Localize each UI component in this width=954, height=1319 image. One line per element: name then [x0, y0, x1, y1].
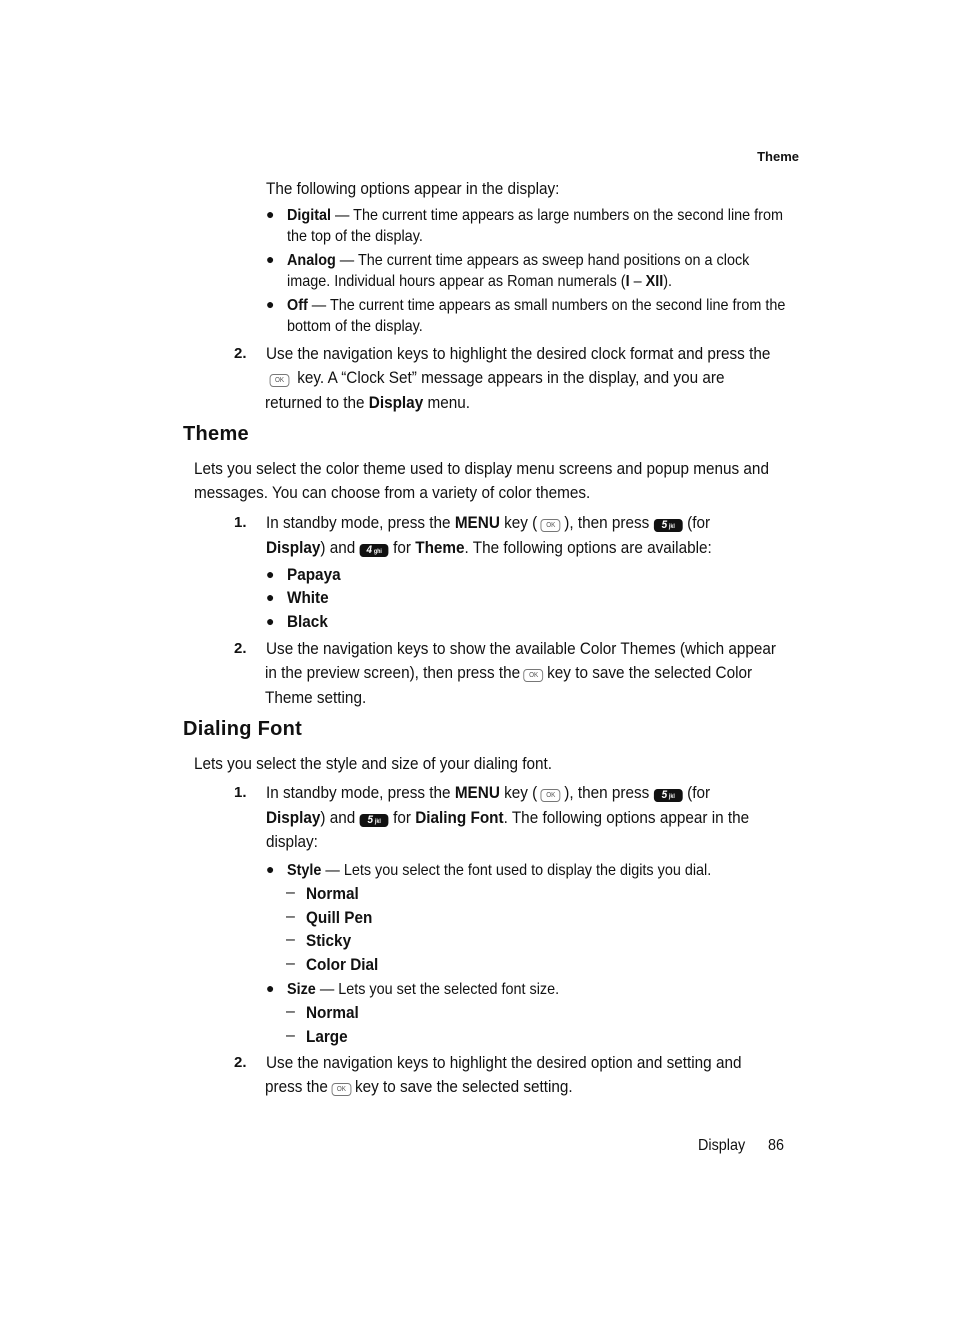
bullet: ● [266, 589, 275, 605]
font-step2-line1: Use the navigation keys to highlight the desired option and setting and [266, 1053, 742, 1072]
key-5-icon: 5 jkl [654, 789, 683, 802]
step-number: 1. [234, 514, 247, 531]
theme-desc-line2: messages. You can choose from a variety of color themes. [194, 483, 591, 502]
font-step1-line1: In standby mode, press the MENU key ( OK ), then press 5 jkl (for [266, 783, 711, 802]
step-number: 2. [234, 640, 247, 657]
key-5-icon: 5 jkl [654, 519, 683, 532]
bullet: ● [266, 206, 275, 222]
theme-step1-line2: Display) and 4 ghi for Theme. The following options are available: [266, 538, 712, 557]
bullet: ● [266, 980, 275, 996]
bullet: ● [266, 861, 275, 877]
running-header: Theme [757, 149, 799, 164]
size-option: Size — Lets you set the selected font size. [287, 981, 560, 998]
dialing-font-desc: Lets you select the style and size of your dialing font. [194, 754, 553, 773]
page-number: 86 [768, 1137, 785, 1154]
step-number: 1. [234, 784, 247, 801]
ok-key-icon: OK [541, 519, 561, 532]
ok-key-icon: OK [270, 374, 290, 387]
option-digital-cont: the top of the display. [287, 228, 423, 245]
step-number: 2. [234, 345, 247, 362]
clock-step2-line3: returned to the Display menu. [265, 393, 471, 412]
bullet: ● [266, 251, 275, 267]
style-value: Color Dial [306, 955, 379, 974]
dash: – [286, 955, 295, 972]
option-digital: Digital — The current time appears as large numbers on the second line from [287, 207, 783, 224]
theme-option: Papaya [287, 565, 341, 584]
theme-option: Black [287, 612, 328, 631]
option-off: Off — The current time appears as small numbers on the second line from the [287, 297, 786, 314]
font-step2-line2: press the OK key to save the selected setting. [265, 1077, 573, 1096]
theme-step2-line3: Theme setting. [265, 688, 367, 707]
key-4-icon: 4 ghi [360, 544, 389, 557]
size-value: Large [306, 1027, 348, 1046]
theme-desc-line1: Lets you select the color theme used to display menu screens and popup menus and [194, 459, 769, 478]
dash: – [286, 1027, 295, 1044]
bullet: ● [266, 613, 275, 629]
dash: – [286, 884, 295, 901]
key-5-icon: 5 jkl [360, 814, 389, 827]
ok-key-icon: OK [332, 1083, 352, 1096]
theme-option: White [287, 588, 329, 607]
bullet: ● [266, 296, 275, 312]
theme-step1-line1: In standby mode, press the MENU key ( OK ), then press 5 jkl (for [266, 513, 711, 532]
intro-text: The following options appear in the display: [266, 179, 560, 198]
style-value: Quill Pen [306, 908, 373, 927]
clock-step2-line2: OK key. A “Clock Set” message appears in the display, and you are [266, 366, 724, 390]
bullet: ● [266, 566, 275, 582]
size-value: Normal [306, 1003, 359, 1022]
clock-step2-line1: Use the navigation keys to highlight the desired clock format and press the [266, 344, 771, 363]
font-step1-line2: Display) and 5 jkl for Dialing Font. The following options appear in the [266, 808, 750, 827]
style-option: Style — Lets you select the font used to display the digits you dial. [287, 862, 712, 879]
dash: – [286, 931, 295, 948]
style-value: Normal [306, 884, 359, 903]
font-step1-line3: display: [266, 832, 318, 851]
footer-chapter: Display [698, 1137, 746, 1154]
option-analog-cont: image. Individual hours appear as Roman numerals (I – XII). [287, 273, 673, 290]
option-analog: Analog — The current time appears as sweep hand positions on a clock [287, 252, 750, 269]
dash: – [286, 908, 295, 925]
dash: – [286, 1003, 295, 1020]
step-number: 2. [234, 1054, 247, 1071]
option-off-cont: bottom of the display. [287, 318, 423, 335]
ok-key-icon: OK [541, 789, 561, 802]
ok-key-icon: OK [524, 669, 544, 682]
theme-step2-line2: in the preview screen), then press the OK key to save the selected Color [265, 663, 753, 682]
theme-step2-line1: Use the navigation keys to show the available Color Themes (which appear [266, 639, 777, 658]
style-value: Sticky [306, 931, 352, 950]
section-heading-theme: Theme [183, 423, 249, 445]
section-heading-dialing-font: Dialing Font [183, 718, 303, 740]
